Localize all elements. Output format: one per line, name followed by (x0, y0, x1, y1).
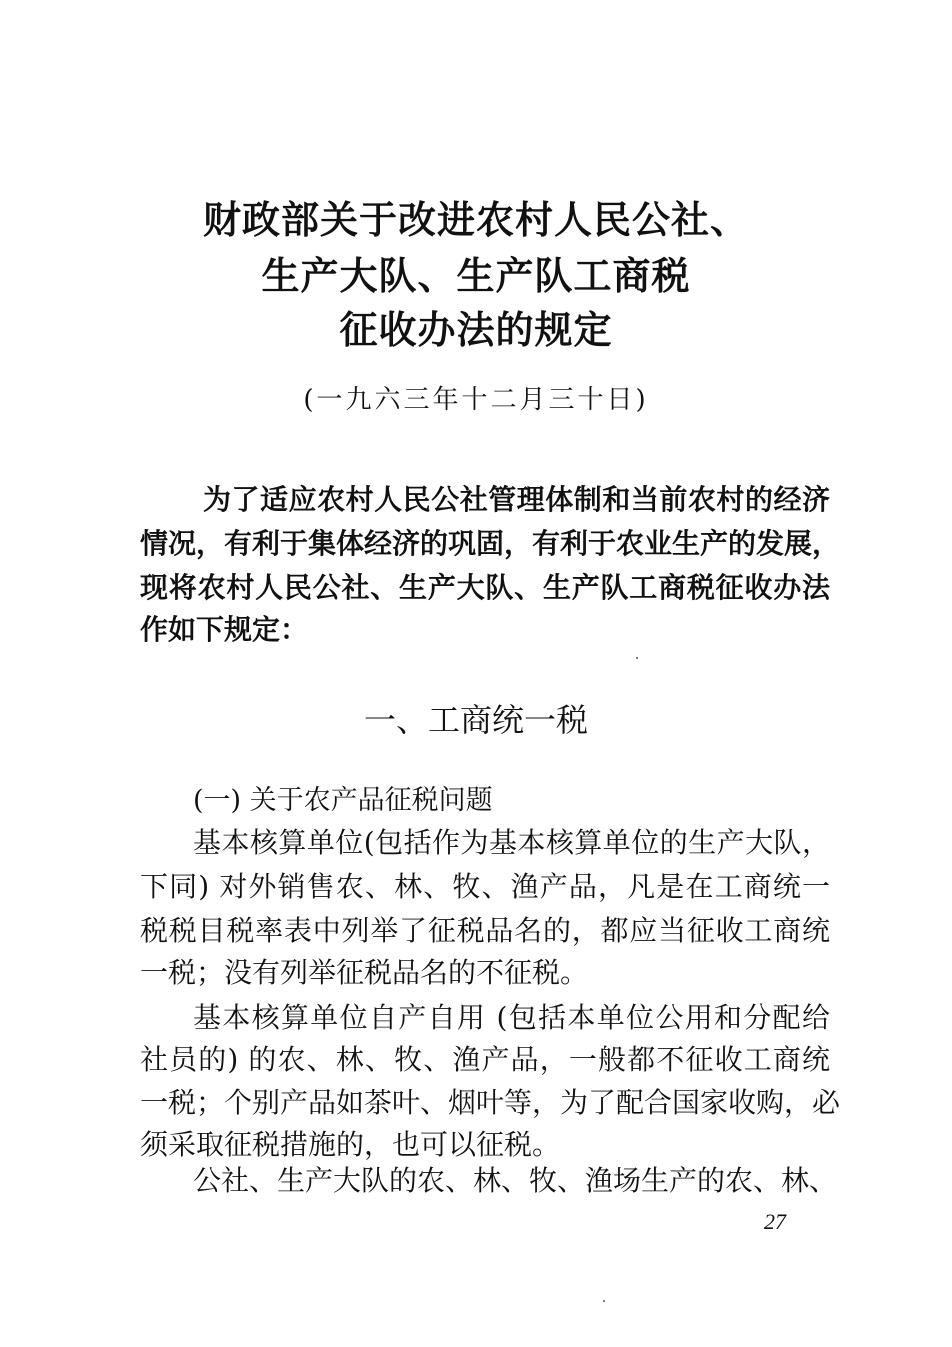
paragraph-1-line-3: 税税目税率表中列举了征税品名的，都应当征收工商统 (140, 914, 830, 947)
title-line-3: 征收办法的规定 (339, 307, 613, 352)
intro-line-3: 现将农村人民公社、生产大队、生产队工商税征收办法 (140, 571, 830, 604)
section-heading: 一、工商统一税 (363, 701, 588, 739)
scan-speck (603, 1300, 605, 1302)
paragraph-1-line-4: 一税；没有列举征税品名的不征税。 (140, 956, 589, 989)
intro-line-1: 为了适应农村人民公社管理体制和当前农村的经济 (203, 483, 830, 516)
paragraph-2-line-4: 须采取征税措施的，也可以征税。 (140, 1128, 561, 1161)
paragraph-2-line-1: 基本核算单位自产自用 (包括本单位公用和分配给 (193, 1001, 830, 1034)
paragraph-1-line-1: 基本核算单位(包括作为基本核算单位的生产大队， (193, 826, 830, 859)
subsection-heading: (一) 关于农产品征税问题 (193, 785, 493, 816)
page-number: 27 (764, 1209, 786, 1234)
scan-speck (636, 657, 638, 659)
intro-line-4: 作如下规定： (140, 613, 309, 646)
paragraph-3-line-1: 公社、生产大队的农、林、牧、渔场生产的农、林、 (193, 1164, 838, 1197)
intro-line-2: 情况，有利于集体经济的巩固，有利于农业生产的发展， (140, 527, 841, 560)
paragraph-2-line-3: 一税；个别产品如茶叶、烟叶等，为了配合国家收购，必 (140, 1086, 841, 1119)
title-line-1: 财政部关于改进农村人民公社、 (202, 197, 749, 242)
paragraph-1-line-2: 下同) 对外销售农、林、牧、渔产品，凡是在工商统一 (140, 870, 830, 903)
title-line-2: 生产大队、生产队工商税 (261, 253, 691, 298)
document-date: (一九六三年十二月三十日) (303, 385, 649, 415)
paragraph-2-line-2: 社员的) 的农、林、牧、渔产品，一般都不征收工商统 (140, 1043, 830, 1076)
